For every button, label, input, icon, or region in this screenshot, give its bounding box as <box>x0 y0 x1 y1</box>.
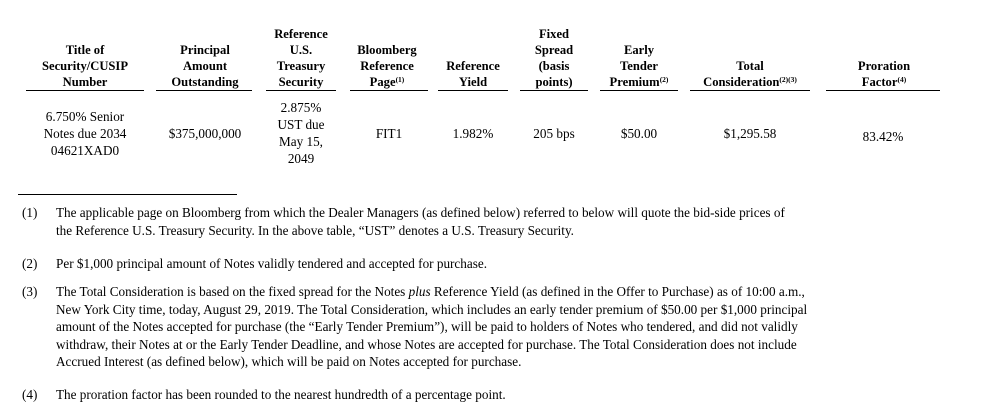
footnote-number: (3) <box>22 284 38 299</box>
header-bloomberg-page: Bloomberg Reference Page$^{(1)}$ <box>357 43 417 89</box>
footnote-number: (1) <box>22 205 38 220</box>
cell-title-cusip: 6.750% Senior Notes due 2034 04621XAD0 <box>43 109 127 158</box>
footnote-2-text: Per $1,000 principal amount of Notes validly tendered and accepted for purchase. <box>56 256 488 271</box>
cell-reference-treasury: 2.875% UST due May 15, 2049 <box>277 100 325 166</box>
header-title-cusip: Title of Security/CUSIP Number <box>41 43 129 89</box>
cell-proration-factor: 83.42% <box>862 129 904 144</box>
header-rule <box>266 90 336 91</box>
header-rule <box>350 90 428 91</box>
header-total-consideration: Total Consideration$^{(2)(3)}$ <box>703 59 797 89</box>
header-rule <box>438 90 508 91</box>
cell-reference-yield: 1.982% <box>452 126 494 141</box>
cell-total-consideration: $1,295.58 <box>723 126 777 141</box>
footnote-number: (2) <box>22 256 38 271</box>
header-rule <box>520 90 588 91</box>
header-rule <box>156 90 252 91</box>
header-principal-amount: Principal Amount Outstanding <box>171 43 239 89</box>
footnote-number: (4) <box>22 387 38 402</box>
header-rule <box>826 90 940 91</box>
footnote-4-text: The proration factor has been rounded to the nearest hundredth of a percentage point. <box>56 387 506 402</box>
cell-fixed-spread: 205 bps <box>533 126 575 141</box>
footnote-separator <box>18 194 237 195</box>
cell-principal-amount: $375,000,000 <box>168 126 242 141</box>
header-rule <box>690 90 810 91</box>
header-rule <box>26 90 144 91</box>
cell-early-tender-premium: $50.00 <box>620 126 658 141</box>
header-proration-factor: Proration Factor$^{(4)}$ <box>857 59 911 89</box>
footnote-3-text: The Total Consideration is based on the fixed spread for the Notes plus Reference Yield (as defined in the Offer to Purchase) as of 10:00 a.m., New York City time, today, August 29, 2019. The Total Consideration, which includes an early tender premium of $50.00 per $1,000 principal amount of the Notes accepted for purchase (the “Early Tender Premium”), will be paid to holders of Notes who tendered, and did not validly withdraw, their Notes at or the Early Tender Deadline, and whose Notes are accepted for purchase. The Total Consideration does not include Accrued Interest (as defined below), which will be paid on Notes accepted for purchase. <box>56 284 808 369</box>
header-fixed-spread: Fixed Spread (basis points) <box>534 27 574 89</box>
header-reference-yield: Reference Yield <box>446 59 500 89</box>
header-early-tender-premium: Early Tender Premium$^{(2)}$ <box>609 43 669 89</box>
footnote-1-text: The applicable page on Bloomberg from which the Dealer Managers (as defined below) referred to below will quote the bid-side prices of the Reference U.S. Treasury Security. In the above table, “UST” denotes a U.S. Treasury Security. <box>56 205 785 238</box>
cell-bloomberg-page: FIT1 <box>375 126 403 141</box>
header-reference-treasury: Reference U.S. Treasury Security <box>274 27 328 89</box>
header-rule <box>600 90 678 91</box>
